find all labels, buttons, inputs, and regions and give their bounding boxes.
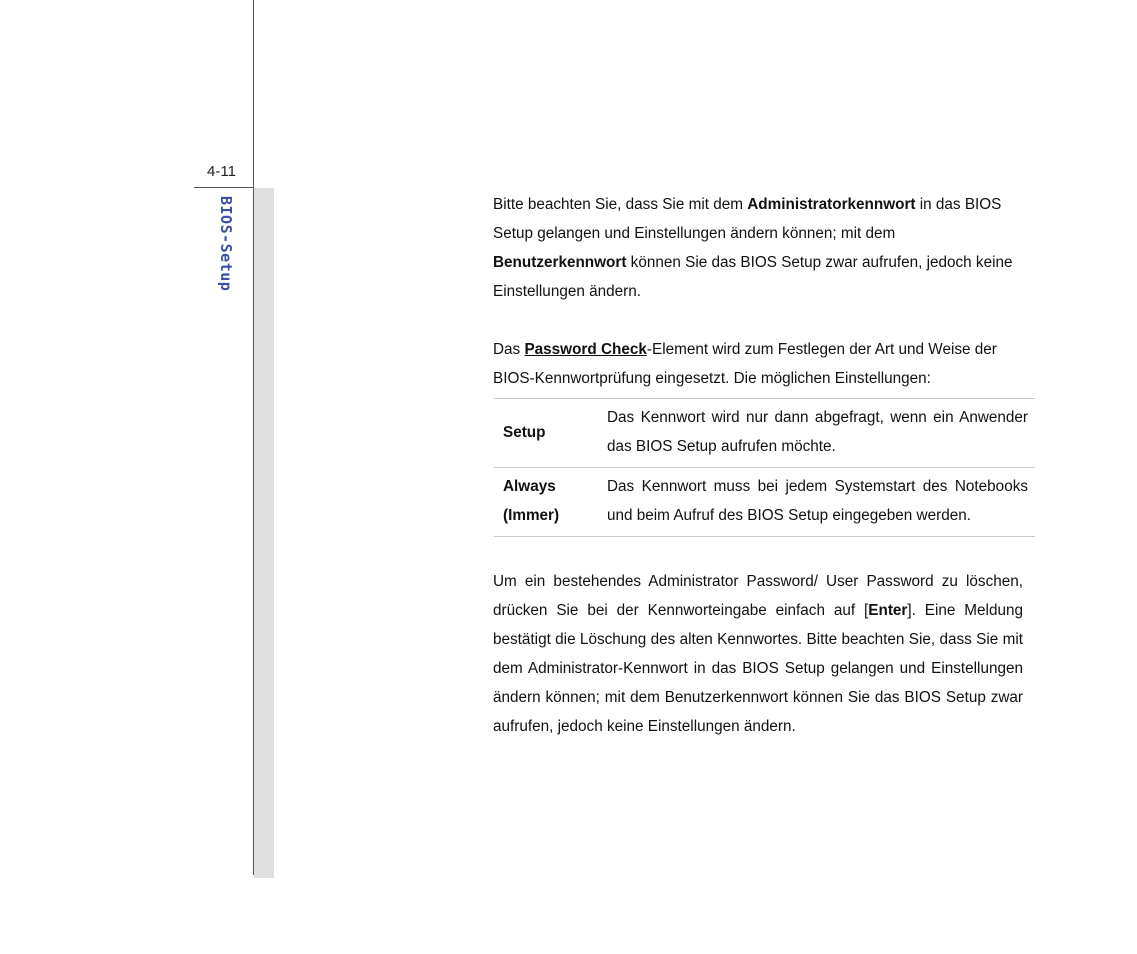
paragraph-password-check (493, 335, 1023, 393)
option-term-setup: Setup (503, 423, 546, 441)
table-row (494, 468, 1035, 537)
password-check-options-table (494, 398, 1035, 537)
option-term-always: Always (Immer) (503, 478, 560, 524)
table-row (494, 399, 1035, 468)
option-description-always: Das Kennwort muss bei jedem Systemstart des Notebooks und beim Aufruf des BIOS Setup eingegeben werden. (607, 478, 1028, 524)
page-number: 4-11 (207, 163, 236, 180)
text: ]. Eine Meldung bestätigt die Löschung des alten Kennwortes. Bitte beachten Sie, dass Sie mit dem Administrator-Kennwort in das BIOS Setup gelangen und Einstellungen ändern können; mit dem Benutzerkennwort können Sie das BIOS Setup zwar aufrufen, jedoch keine Einstellungen ändern. (493, 602, 1023, 735)
enter-key-label: Enter (868, 602, 908, 619)
page-number-rule (194, 187, 254, 188)
text: in das BIOS Setup gelangen und Einstellungen ändern können; mit dem (493, 196, 1002, 242)
section-label: BIOS-Setup (217, 196, 235, 292)
text: -Element wird zum Festlegen der Art und Weise der BIOS-Kennwortprüfung eingesetzt. Die möglichen Einstellungen: (493, 341, 997, 387)
option-description-setup: Das Kennwort wird nur dann abgefragt, wenn ein Anwender das BIOS Setup aufrufen möchte. (607, 409, 1028, 455)
text: Bitte beachten Sie, dass Sie mit dem (493, 196, 748, 213)
text: Um ein bestehendes Administrator Password/ User Password zu löschen, drücken Sie bei der Kennworteingabe einfach auf [ (493, 573, 1023, 619)
bold-term-admin-password: Administratorkennwort (747, 196, 916, 213)
main-content (493, 190, 1023, 393)
text: Das (493, 341, 525, 358)
paragraph-delete-password (493, 567, 1023, 741)
text: können Sie das BIOS Setup zwar aufrufen, jedoch keine Einstellungen ändern. (493, 254, 1013, 300)
paragraph-passwords (493, 190, 1023, 306)
password-check-term: Password Check (524, 341, 647, 358)
margin-gray-bar (254, 188, 274, 878)
bold-term-user-password: Benutzerkennwort (493, 254, 627, 271)
